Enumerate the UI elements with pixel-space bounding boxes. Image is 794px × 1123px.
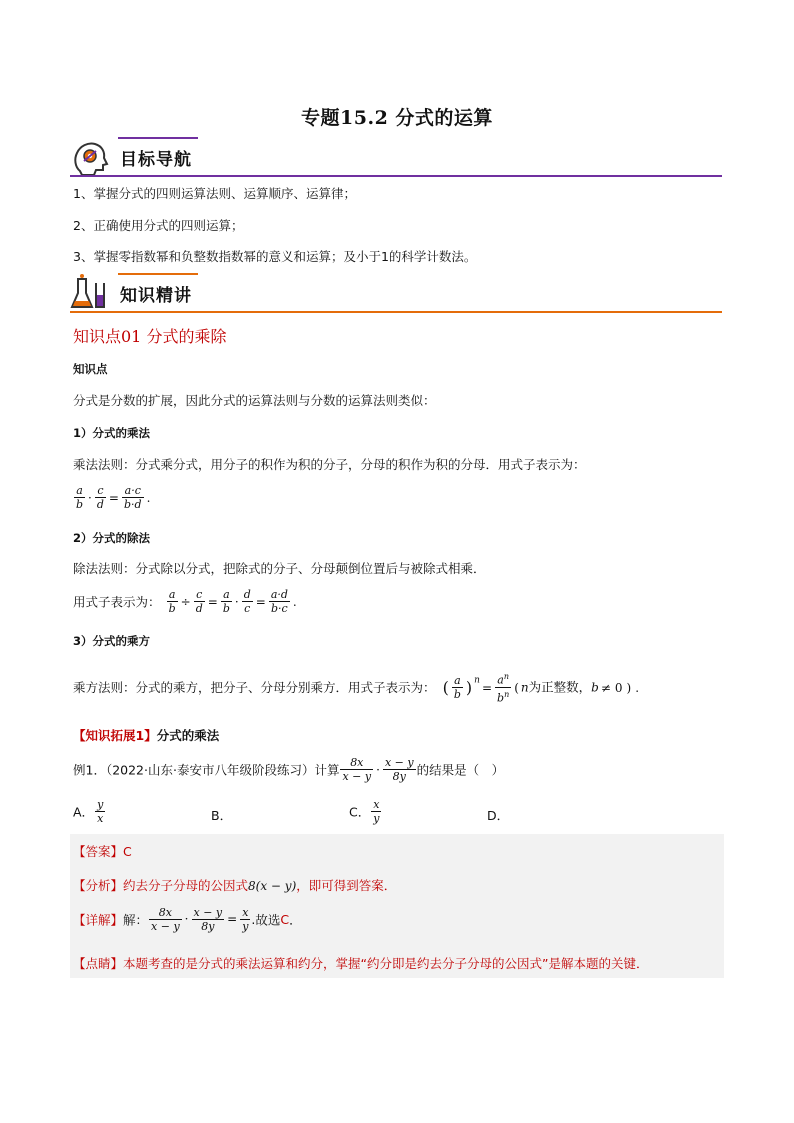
- knowledge-subhead: 知识点: [73, 362, 108, 376]
- goal-item-3: 3、掌握零指数幂和负整数指数幂的意义和运算；及小于1的科学计数法。: [73, 249, 477, 264]
- option-c: C． $\frac{x}{y}$: [349, 798, 380, 825]
- fraction: $\frac{a^n}{b^n}$: [497, 672, 510, 705]
- fraction: $\frac{c}{d}$: [195, 588, 203, 615]
- div-formula: 用式子表示为： $\frac{a}{b}$ ÷ $\frac{c}{d}$ = $\frac{a}{b}$ · $\frac{d}{c}$ = $\frac{a\cdot d}{b\cdot c}$ .: [73, 588, 297, 615]
- answer-value: C: [123, 844, 132, 859]
- pow-heading: 3）分式的乘方: [73, 634, 151, 648]
- option-b: B．: [211, 808, 233, 823]
- fraction: $\frac{x - y}{8y}$: [193, 906, 223, 933]
- section-label-knowledge: 知识精讲: [120, 286, 192, 306]
- fraction: $\frac{a}{b}$: [76, 484, 84, 511]
- section-underline: [70, 311, 722, 313]
- section-header-goals: [70, 137, 722, 177]
- example-suffix: 的结果是（ ）: [416, 762, 505, 778]
- section-underline: [70, 175, 722, 177]
- pow-rule: 乘方法则：分式的乘方，把分子、分母分别乘方．用式子表示为：: [73, 680, 436, 696]
- mul-heading: 1）分式的乘法: [73, 426, 151, 440]
- fraction: $\frac{a}{b}$: [453, 673, 461, 701]
- section-tab-line: [118, 137, 198, 139]
- goal-item-2: 2、正确使用分式的四则运算；: [73, 218, 244, 233]
- detail-line: 【详解】解： $\frac{8x}{x - y}$ · $\frac{x - y}{8y}$ = $\frac{x}{y}$ .故选C．: [73, 906, 302, 933]
- fraction: $\frac{d}{c}$: [243, 588, 251, 615]
- comment-line: 【点睛】本题考查的是分式的乘法运算和约分，掌握“约分即是约去分子分母的公因式”是解本题的关键．: [73, 956, 649, 971]
- section-tab-line: [118, 273, 198, 275]
- fraction: $\frac{x - y}{8y}$: [384, 756, 414, 783]
- brain-gear-icon: [70, 137, 112, 179]
- section-label-goals: 目标导航: [120, 150, 192, 170]
- knowledge-point-title: 知识点01 分式的乘除: [73, 327, 227, 346]
- fraction: $\frac{x}{y}$: [373, 798, 380, 825]
- intro-text: 分式是分数的扩展，因此分式的运算法则与分数的运算法则类似：: [73, 393, 436, 408]
- mul-formula: $\frac{a}{b}$ · $\frac{c}{d}$ = $\frac{a\cdot c}{b\cdot d}$ .: [76, 484, 151, 511]
- expansion-title: 分式的乘法: [156, 728, 220, 743]
- div-prefix: 用式子表示为：: [73, 594, 161, 610]
- page-title: 专题15.2 分式的运算: [301, 107, 493, 129]
- fraction: $\frac{a\cdot d}{b\cdot c}$: [270, 588, 288, 615]
- flask-icon: [70, 273, 114, 313]
- expansion-label: 【知识拓展1】: [73, 728, 157, 743]
- goal-item-1: 1、掌握分式的四则运算法则、运算顺序、运算律；: [73, 186, 356, 201]
- option-d: D．: [487, 808, 510, 823]
- div-rule: 除法法则：分式除以分式，把除式的分子、分母颠倒位置后与被除式相乘．: [73, 561, 486, 576]
- fraction: $\frac{a}{b}$: [222, 588, 230, 615]
- solution-box: [70, 834, 724, 978]
- fraction: $\frac{a\cdot c}{b\cdot d}$: [123, 484, 142, 511]
- fraction: $\frac{8x}{x - y}$: [342, 756, 372, 783]
- fraction: $\frac{y}{x}$: [97, 798, 104, 825]
- mul-rule: 乘法法则：分式乘分式，用分子的积作为积的分子，分母的积作为积的分母．用式子表示为：: [73, 457, 586, 472]
- fraction: $\frac{8x}{x - y}$: [151, 906, 180, 933]
- fraction: $\frac{c}{d}$: [96, 484, 104, 511]
- fraction: $\frac{a}{b}$: [168, 588, 176, 615]
- div-heading: 2）分式的除法: [73, 531, 151, 545]
- fraction: $\frac{x}{y}$: [242, 906, 249, 933]
- answer-line: 【答案】C: [73, 844, 132, 859]
- example-prefix: 例1．（2022·山东·泰安市八年级阶段练习）计算: [73, 762, 340, 778]
- analysis-line: 【分析】约去分子分母的公因式8(x − y)，即可得到答案．: [73, 878, 397, 893]
- section-header-knowledge: [70, 273, 722, 313]
- knowledge-expansion-heading: [73, 726, 219, 744]
- option-a: A． $\frac{y}{x}$: [73, 798, 104, 825]
- pow-rule-line: 乘方法则：分式的乘方，把分子、分母分别乘方．用式子表示为： ( $\frac{a}{b}$ ) $^n$ = $\frac{a^n}{b^n}$ ( n为正整数，b ≠ 0 ) .: [73, 672, 640, 705]
- example-1: 例1．（2022·山东·泰安市八年级阶段练习）计算 $\frac{8x}{x - y}$ · $\frac{x - y}{8y}$ 的结果是（ ）: [73, 756, 505, 783]
